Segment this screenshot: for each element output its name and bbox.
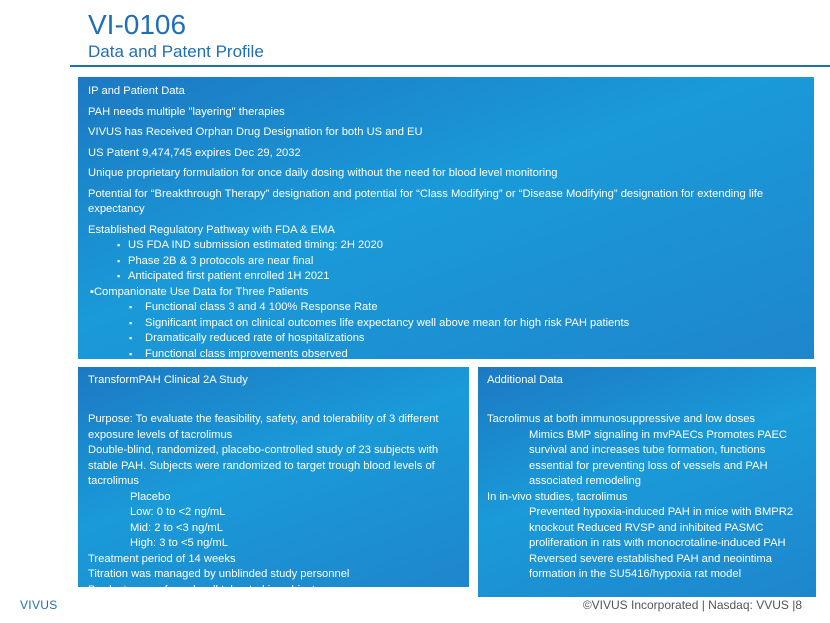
page-subtitle: Data and Patent Profile	[88, 42, 264, 61]
regulatory-bullet: ▪ US FDA IND submission estimated timing: 2H 2020	[88, 238, 804, 254]
study-arm: Low: 0 to <2 ng/mL	[130, 506, 226, 518]
ip-patient-data-panel	[78, 77, 814, 359]
main-line: VIVUS has Received Orphan Drug Designation for both US and EU	[88, 126, 423, 138]
additional-line: Tacrolimus at both immunosuppressive and low doses	[487, 413, 756, 425]
transformpah-study-panel	[78, 367, 469, 596]
study-design: Double-blind, randomized, placebo-controlled study of 23 subjects with stable PAH. Subjects were randomized to target trough blood levels of tacrolimus	[88, 444, 439, 487]
study-arm: High: 3 to <5 ng/mL	[130, 537, 228, 549]
footer-copyright: ©VIVUS Incorporated | Nasdaq: VVUS |8	[582, 598, 802, 612]
additional-line: In in-vivo studies, tacrolimus	[487, 490, 628, 503]
companionate-heading-text: Companionate Use Data for Three Patients	[93, 285, 309, 298]
main-line: Unique proprietary formulation for once daily dosing without the need for blood level monitoring	[88, 167, 558, 179]
companionate-bullet: ▪ Significant impact on clinical outcomes life expectancy well above mean for high risk PAH patients	[88, 316, 804, 332]
companionate-heading: ▪Companionate Use Data for Three Patients	[90, 285, 309, 298]
page-title: VI-0106	[88, 9, 187, 40]
study-arm: Placebo	[130, 490, 171, 503]
regulatory-group	[88, 223, 804, 363]
study-purpose: Purpose: To evaluate the feasibility, safety, and tolerability of 3 different exposure levels of tacrolimus	[88, 413, 439, 441]
regulatory-bullet: ▪ Phase 2B & 3 protocols are near final	[88, 254, 804, 270]
main-line: PAH needs multiple "layering" therapies	[88, 105, 285, 118]
additional-data-panel	[478, 367, 816, 597]
main-line: Established Regulatory Pathway with FDA & EMA	[88, 223, 335, 236]
companionate-bullet: ▪ Functional class 3 and 4 100% Response Rate	[88, 300, 804, 316]
additional-detail: Mimics BMP signaling in mvPAECs Promotes PAEC survival and increases tube formation, functions essential for preventing loss of vessels and PAH associated remodeling	[529, 428, 788, 487]
regulatory-bullet: ▪ Anticipated first patient enrolled 1H 2021	[88, 269, 804, 285]
panel-heading: IP and Patient Data	[88, 85, 185, 97]
panel-heading: TransformPAH Clinical 2A Study	[88, 374, 248, 386]
study-closing: Product was safe and well tolerated in subjects	[88, 583, 321, 596]
main-line: US Patent 9,474,745 expires Dec 29, 2032	[88, 146, 301, 159]
title-divider	[70, 65, 830, 67]
companionate-bullet: ▪ Functional class improvements observed	[88, 347, 804, 363]
additional-detail: Prevented hypoxia-induced PAH in mice with BMPR2 knockout Reduced RVSP and inhibited PASMC proliferation in rats with monocrotaline-induced PAH	[529, 506, 794, 549]
companionate-bullet: ▪ Dramatically reduced rate of hospitalizations	[88, 331, 804, 347]
brand-logo: VIVUS	[20, 598, 58, 612]
panel-heading: Additional Data	[487, 374, 563, 386]
additional-detail: Reversed severe established PAH and neointima formation in the SU5416/hypoxia rat model	[529, 552, 772, 580]
study-arm: Mid: 2 to <3 ng/mL	[130, 521, 223, 534]
main-line: Potential for “Breakthrough Therapy” designation and potential for “Class Modifying” or “Disease Modifying” designation for extending life expectancy	[88, 187, 764, 215]
study-closing: Titration was managed by unblinded study personnel	[88, 568, 350, 580]
study-closing: Treatment period of 14 weeks	[88, 552, 236, 565]
